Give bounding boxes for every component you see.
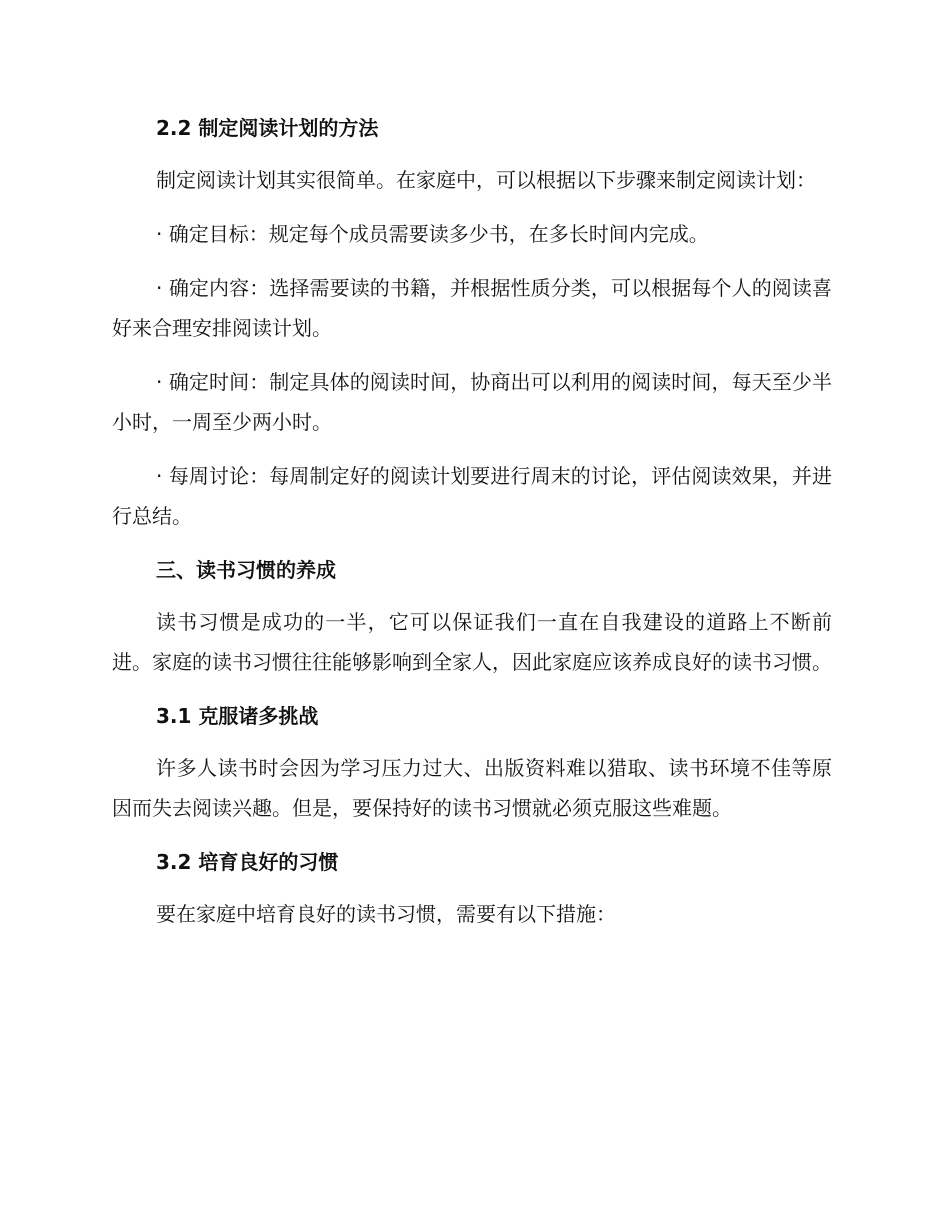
section-heading-3-1: 3.1 克服诸多挑战 [156,704,319,728]
paragraph: 制定阅读计划其实很简单。在家庭中，可以根据以下步骤来制定阅读计划： [156,168,816,192]
bullet-item-weekly-discussion: · 每周讨论：每周制定好的阅读计划要进行周末的讨论，评估阅读效果，并进行总结。 [112,464,832,528]
paragraph: 读书习惯是成功的一半，它可以保证我们一直在自我建设的道路上不断前进。家庭的读书习惯往往能够影响到全家人，因此家庭应该养成良好的读书习惯。 [112,610,832,674]
bullet-item-time: · 确定时间：制定具体的阅读时间，协商出可以利用的阅读时间，每天至少半小时，一周至少两小时。 [112,370,832,434]
document-body [112,108,832,934]
bullet-item-goal: · 确定目标：规定每个成员需要读多少书，在多长时间内完成。 [156,222,709,246]
section-heading-2-2: 2.2 制定阅读计划的方法 [156,116,379,140]
section-heading-3-2: 3.2 培育良好的习惯 [156,850,339,874]
paragraph: 要在家庭中培育良好的读书习惯，需要有以下措施： [156,902,616,926]
section-heading-3: 三、读书习惯的养成 [156,558,336,582]
bullet-item-content: · 确定内容：选择需要读的书籍，并根据性质分类，可以根据每个人的阅读喜好来合理安排阅读计划。 [112,276,832,340]
paragraph: 许多人读书时会因为学习压力过大、出版资料难以猎取、读书环境不佳等原因而失去阅读兴趣。但是，要保持好的读书习惯就必须克服这些难题。 [112,756,832,820]
